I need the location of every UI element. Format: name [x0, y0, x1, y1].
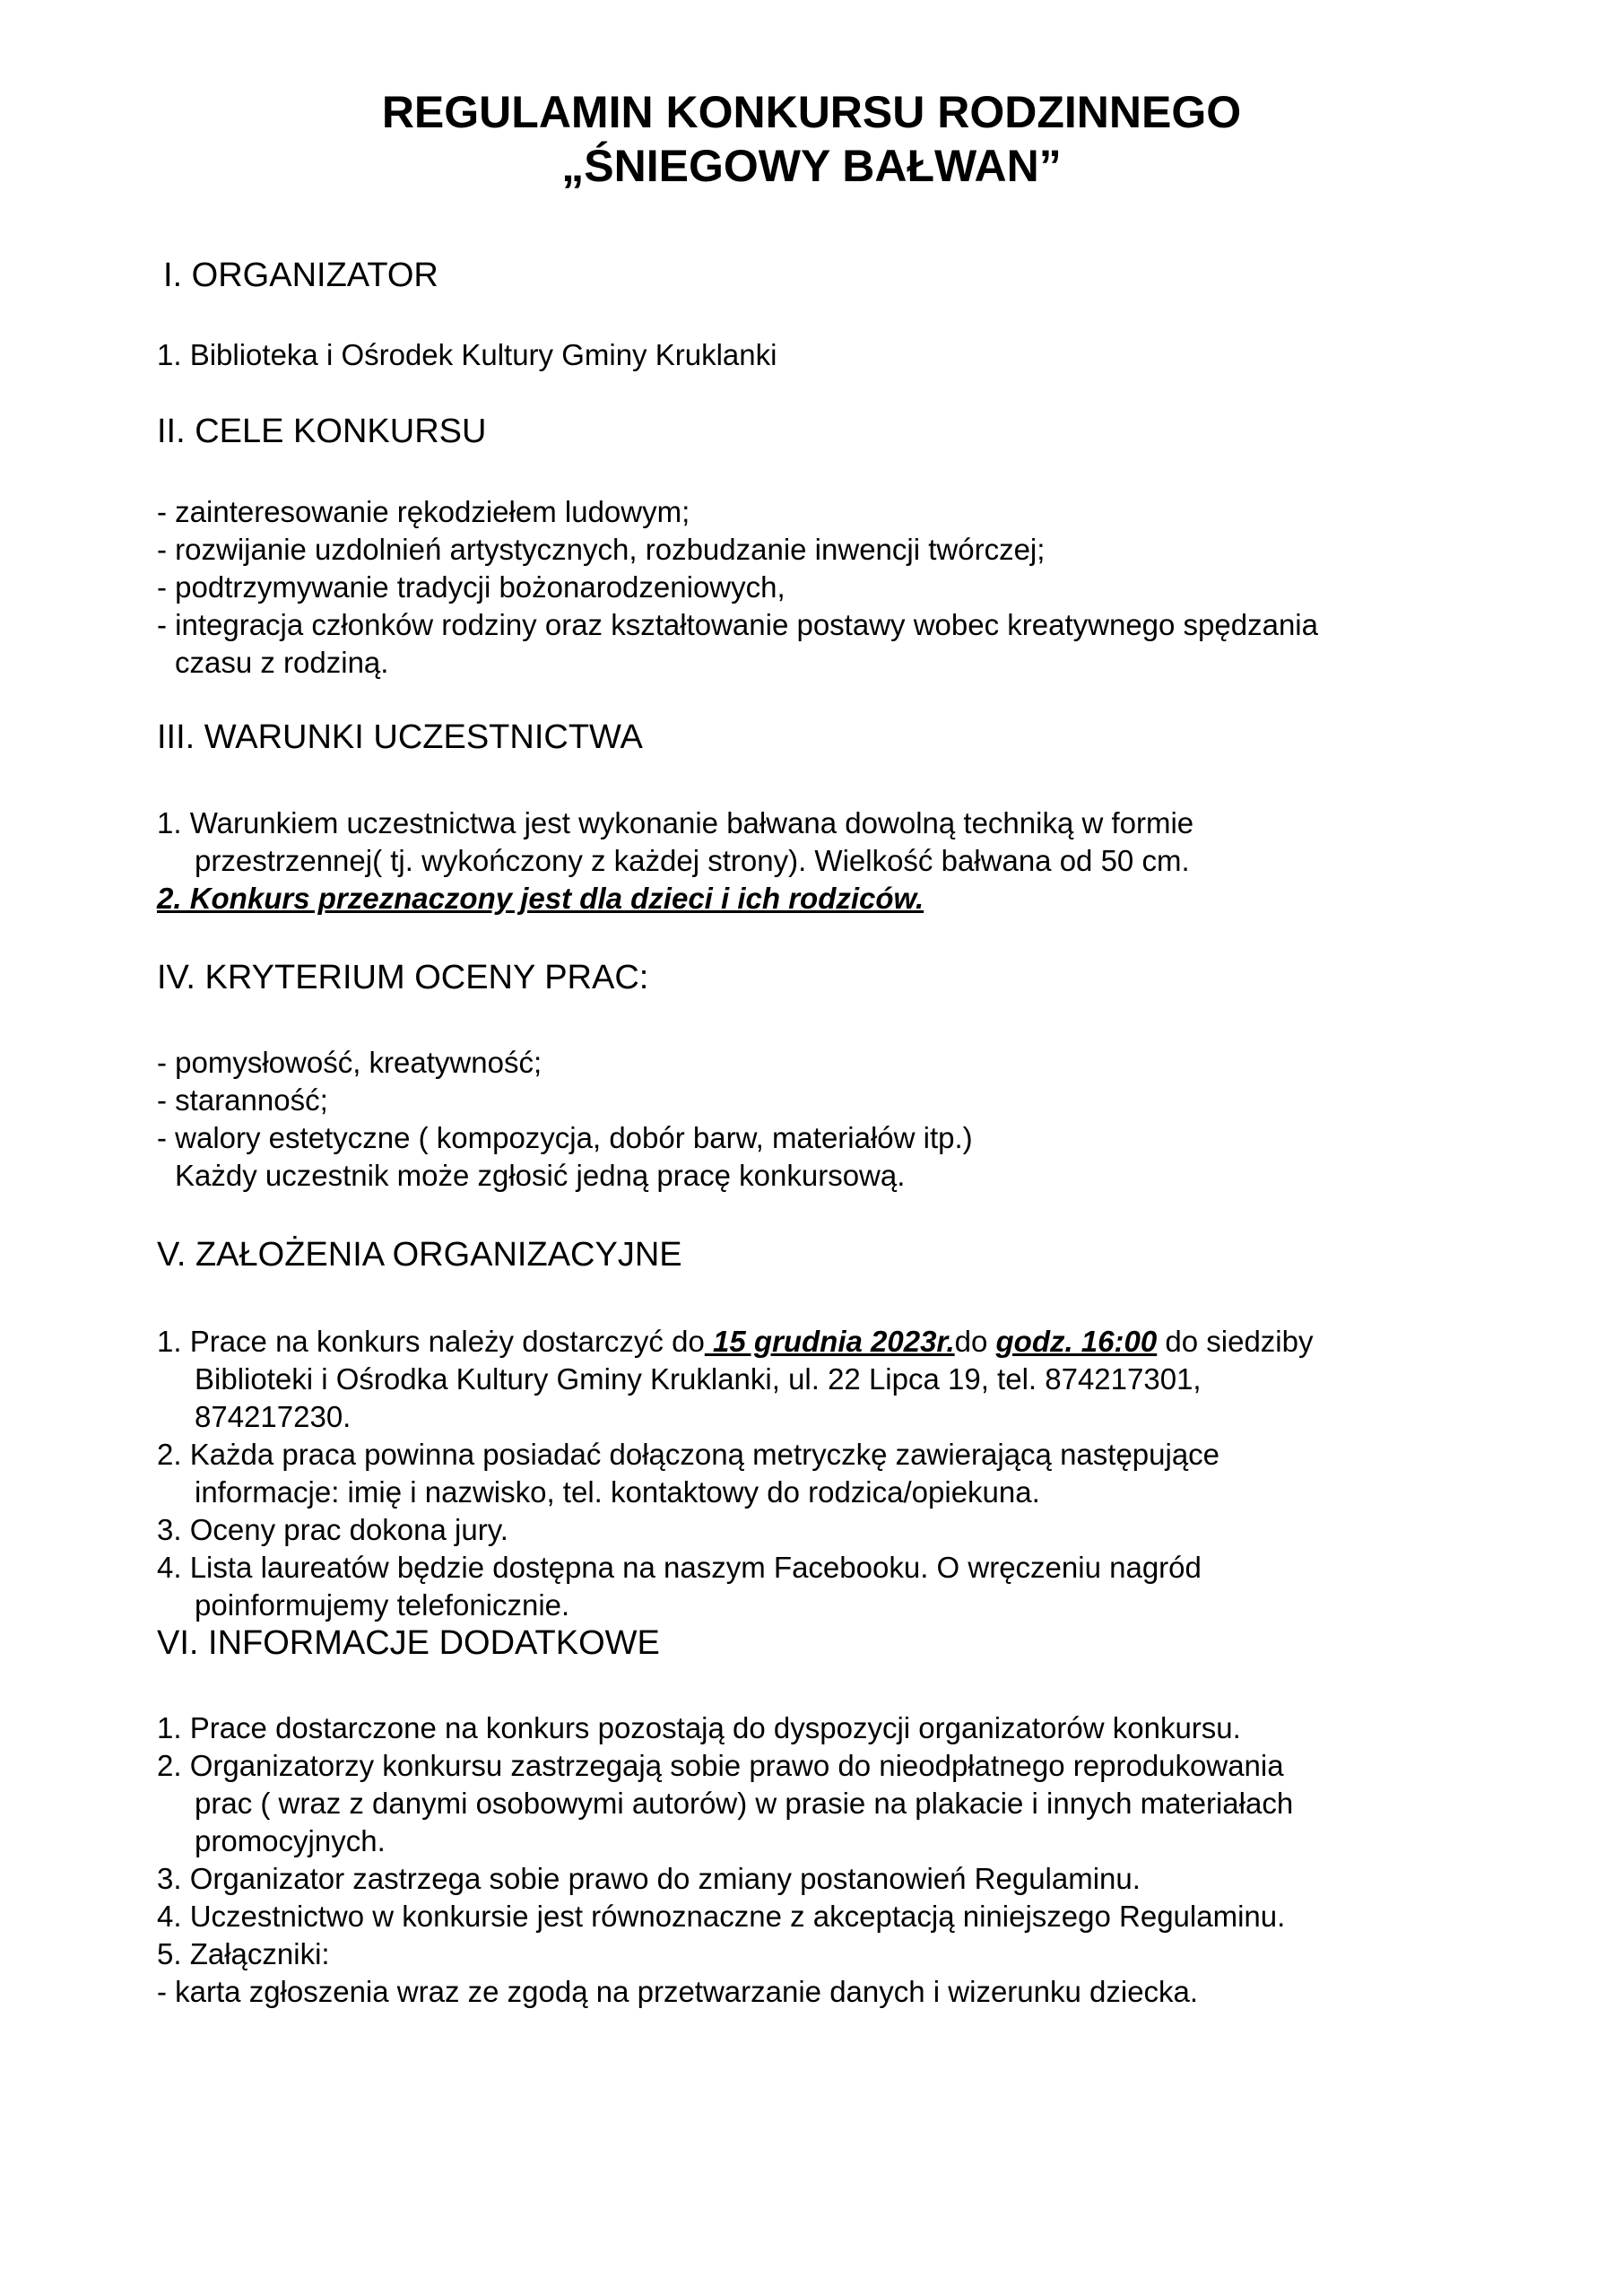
deadline-date: 15 grudnia 2023r.	[704, 1325, 955, 1358]
info-item: 5. Załączniki:	[157, 1937, 330, 1970]
section-heading-warunki: III. WARUNKI UCZESTNICTWA	[157, 718, 643, 756]
document-title-line-2: „ŚNIEGOWY BAŁWAN”	[561, 141, 1062, 191]
organization-item: 3. Oceny prac dokona jury.	[157, 1513, 508, 1546]
condition-item-emphasized: 2. Konkurs przeznaczony jest dla dzieci i ich rodziców.	[157, 882, 924, 915]
organizer-line: 1. Biblioteka i Ośrodek Kultury Gminy Kruklanki	[157, 338, 777, 371]
section-heading-zalozenia: V. ZAŁOŻENIA ORGANIZACYJNE	[157, 1236, 682, 1274]
goal-item-continuation: czasu z rodziną.	[175, 646, 389, 679]
section-heading-organizator: I. ORGANIZATOR	[163, 257, 438, 294]
info-item: 1. Prace dostarczone na konkurs pozostają do dyspozycji organizatorów konkursu.	[157, 1711, 1241, 1744]
organization-item-continuation: 874217230.	[195, 1400, 352, 1433]
document-title-line-1: REGULAMIN KONKURSU RODZINNEGO	[381, 87, 1242, 137]
section-heading-informacje: VI. INFORMACJE DODATKOWE	[157, 1624, 660, 1662]
info-item: 2. Organizatorzy konkursu zastrzegają sobie prawo do nieodpłatnego reprodukowania	[157, 1749, 1284, 1782]
attachment-item: - karta zgłoszenia wraz ze zgodą na przetwarzanie danych i wizerunku dziecka.	[157, 1975, 1199, 2008]
condition-item: 1. Warunkiem uczestnictwa jest wykonanie bałwana dowolną techniką w formie	[157, 806, 1194, 839]
info-item: 3. Organizator zastrzega sobie prawo do zmiany postanowień Regulaminu.	[157, 1862, 1141, 1895]
condition-item-continuation: przestrzennej( tj. wykończony z każdej strony). Wielkość bałwana od 50 cm.	[195, 844, 1190, 877]
criterion-item: - pomysłowość, kreatywność;	[157, 1046, 542, 1079]
info-item-continuation: promocyjnych.	[195, 1824, 386, 1857]
item1-text: 1. Prace na konkurs należy dostarczyć do	[157, 1325, 705, 1358]
item1-text: do	[954, 1325, 996, 1358]
organization-item-continuation: poinformujemy telefonicznie.	[195, 1588, 570, 1622]
goal-item: - zainteresowanie rękodziełem ludowym;	[157, 495, 690, 528]
criterion-item: - walory estetyczne ( kompozycja, dobór barw, materiałów itp.)	[157, 1121, 973, 1154]
deadline-time: godz. 16:00	[995, 1325, 1158, 1358]
goal-item: - rozwijanie uzdolnień artystycznych, rozbudzanie inwencji twórczej;	[157, 533, 1046, 566]
item1-text: do siedziby	[1157, 1325, 1314, 1358]
organization-item: 4. Lista laureatów będzie dostępna na naszym Facebooku. O wręczeniu nagród	[157, 1551, 1202, 1584]
goal-item: - podtrzymywanie tradycji bożonarodzeniowych,	[157, 570, 785, 604]
organization-item: 2. Każda praca powinna posiadać dołączoną metryczkę zawierającą następujące	[157, 1438, 1220, 1471]
section-heading-kryterium: IV. KRYTERIUM OCENY PRAC:	[157, 959, 649, 996]
info-item: 4. Uczestnictwo w konkursie jest równoznaczne z akceptacją niniejszego Regulaminu.	[157, 1900, 1286, 1933]
info-item-continuation: prac ( wraz z danymi osobowymi autorów) w prasie na plakacie i innych materiałach	[195, 1787, 1294, 1820]
section-heading-cele: II. CELE KONKURSU	[157, 413, 487, 450]
organization-item-1	[157, 1323, 1313, 1361]
criterion-item: - staranność;	[157, 1083, 328, 1117]
criterion-note: Każdy uczestnik może zgłosić jedną pracę konkursową.	[175, 1159, 906, 1192]
organization-item-continuation: informacje: imię i nazwisko, tel. kontaktowy do rodzica/opiekuna.	[195, 1475, 1040, 1509]
organization-item-continuation: Biblioteki i Ośrodka Kultury Gminy Kruklanki, ul. 22 Lipca 19, tel. 874217301,	[195, 1362, 1202, 1396]
goal-item: - integracja członków rodziny oraz kształtowanie postawy wobec kreatywnego spędzania	[157, 608, 1318, 641]
